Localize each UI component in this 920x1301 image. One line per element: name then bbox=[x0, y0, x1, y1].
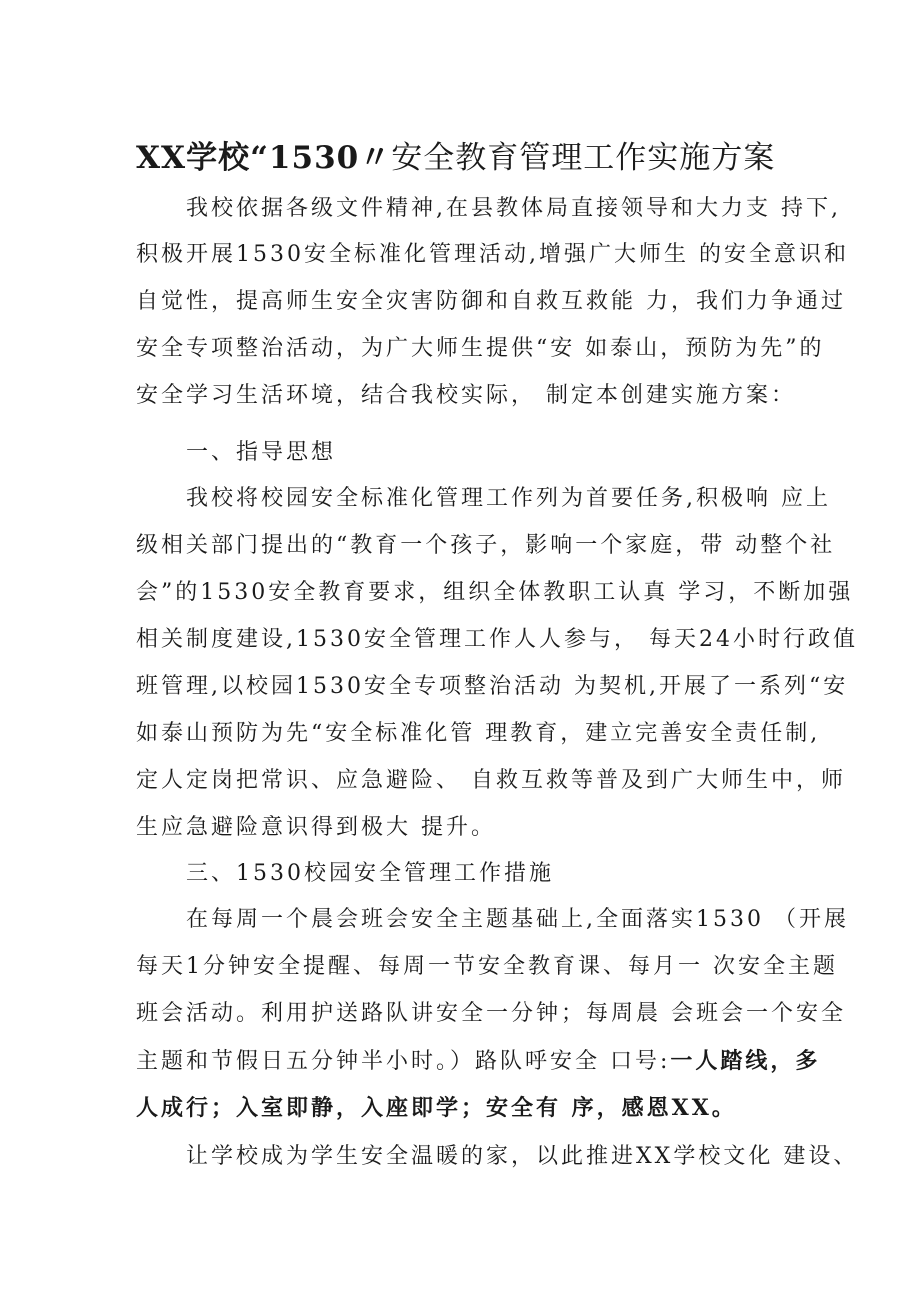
section1-line-5: 班管理,以校园1530安全专项整治活动 为契机,开展了一系列“安 bbox=[136, 674, 849, 699]
section3-line-4-bold: 一人踏线，多 bbox=[670, 1048, 821, 1074]
intro-line-4: 安全专项整治活动，为广大师生提供“安 如泰山，预防为先”的 bbox=[136, 336, 825, 361]
intro-line-1: 我校依据各级文件精神,在县教体局直接领导和大力支 持下, bbox=[186, 196, 841, 221]
section1-heading: 一、指导思想 bbox=[186, 440, 337, 465]
section3-line-2: 每天1分钟安全提醒、每周一节安全教育课、每月一 次安全主题 bbox=[136, 954, 838, 979]
section1-line-1: 我校将校园安全标准化管理工作列为首要任务,积极响 应上 bbox=[186, 486, 831, 511]
title-suffix: 安全教育管理工作实施方案 bbox=[391, 140, 776, 176]
section1-line-7: 定人定岗把常识、应急避险、 自救互救等普及到广大师生中，师 bbox=[136, 768, 846, 793]
intro-line-5: 安全学习生活环境，结合我校实际， 制定本创建实施方案： bbox=[136, 383, 796, 408]
section3-line-4-normal: 主题和节假日五分钟半小时。）路队呼安全 口号: bbox=[136, 1049, 671, 1074]
section1-line-4: 相关制度建设,1530安全管理工作人人参与， 每天24小时行政值 bbox=[136, 627, 858, 652]
section1-line-3: 会”的1530安全教育要求，组织全体教职工认真 学习，不断加强 bbox=[136, 580, 854, 605]
section3-heading: 三、1530校园安全管理工作措施 bbox=[186, 861, 554, 886]
section3-line-4 bbox=[136, 1046, 820, 1076]
document-title bbox=[136, 132, 775, 177]
intro-line-3: 自觉性，提高师生安全灾害防御和自救互救能 力，我们力争通过 bbox=[136, 289, 846, 314]
section3-line-3: 班会活动。利用护送路队讲安全一分钟；每周晨 会班会一个安全 bbox=[136, 1001, 846, 1026]
section3-line-5: 人成行；入室即静，入座即学；安全有 序，感恩XX。 bbox=[136, 1095, 737, 1121]
section1-line-2: 级相关部门提出的“教育一个孩子，影响一个家庭，带 动整个社 bbox=[136, 533, 836, 558]
section3-line-1: 在每周一个晨会班会安全主题基础上,全面落实1530 （开展 bbox=[186, 907, 849, 932]
intro-line-2: 积极开展1530安全标准化管理活动,增强广大师生 的安全意识和 bbox=[136, 242, 849, 267]
title-main: XX学校“1530〃 bbox=[136, 140, 392, 176]
section1-line-8: 生应急避险意识得到极大 提升。 bbox=[136, 815, 496, 840]
section1-line-6: 如泰山预防为先“安全标准化管 理教育，建立完善安全责任制, bbox=[136, 721, 821, 746]
closing-line: 让学校成为学生安全温暖的家，以此推进XX学校文化 建设、 bbox=[186, 1144, 859, 1169]
